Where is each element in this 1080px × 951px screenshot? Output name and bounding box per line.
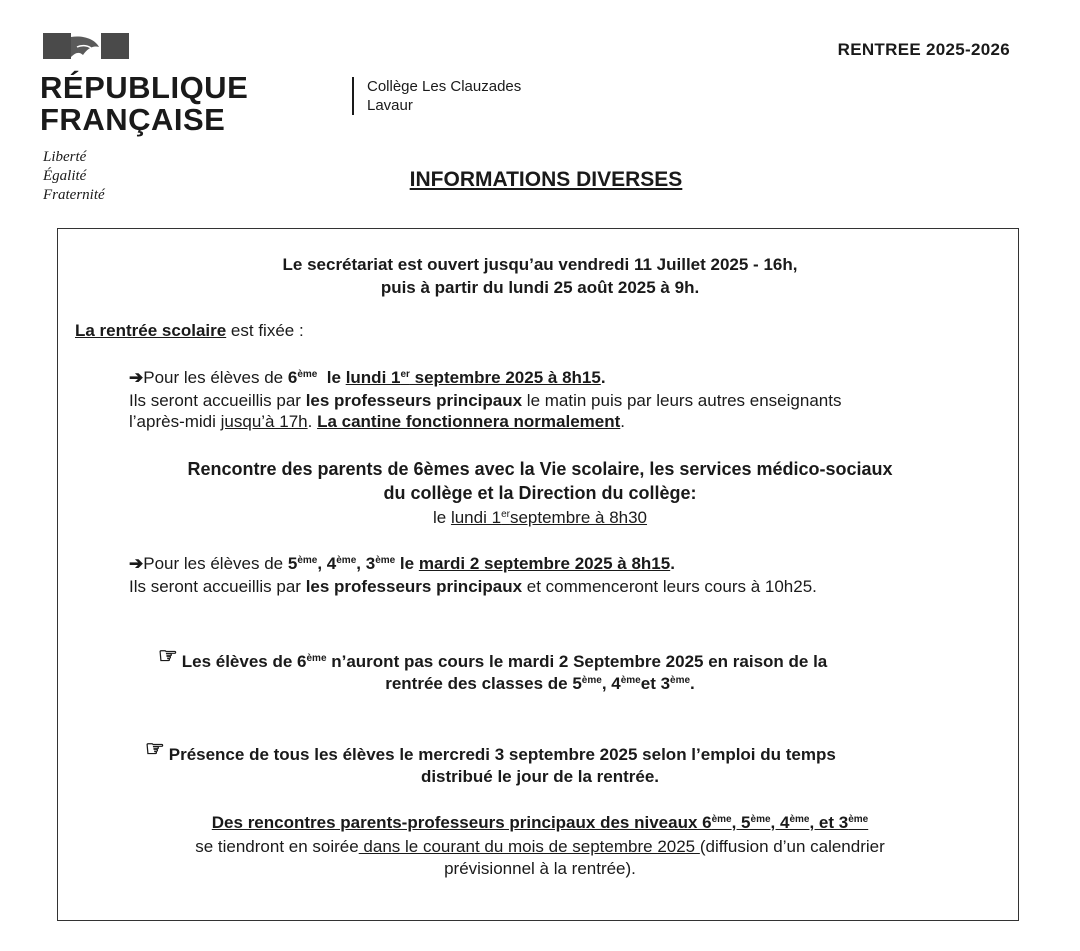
note1-line1: ☞ Les élèves de 6ème n’auront pas cours le mardi 2 Septembre 2025 en raison de la bbox=[158, 643, 828, 671]
parents-profs-line2: se tiendront en soirée dans le courant du mois de septembre 2025 (diffusion d’un calendrier bbox=[195, 837, 885, 856]
rencontre6-line2: du collège et la Direction du collège: bbox=[383, 483, 697, 503]
page-title: INFORMATIONS DIVERSES bbox=[409, 168, 683, 191]
sixieme-line3: l’après-midi jusqu’à 17h. La cantine fonctionnera normalement. bbox=[129, 412, 626, 431]
autres-line1: ➔Pour les élèves de 5ème, 4ème, 3ème le mardi 2 septembre 2025 à 8h15. bbox=[129, 554, 675, 573]
pointing-hand-icon: ☞ bbox=[158, 643, 178, 668]
pointing-hand-icon: ☞ bbox=[145, 736, 165, 761]
sixieme-line2: Ils seront accueillis par les professeurs principaux le matin puis par leurs autres enseignants bbox=[129, 391, 842, 410]
autres-line2: Ils seront accueillis par les professeurs principaux et commenceront leurs cours à 10h25. bbox=[129, 577, 817, 596]
parents-profs-line3: prévisionnel à la rentrée). bbox=[444, 859, 636, 878]
note2-line1: ☞ Présence de tous les élèves le mercredi 3 septembre 2025 selon l’emploi du temps bbox=[145, 736, 836, 764]
republique-francaise-wordmark: RÉPUBLIQUE FRANÇAISE bbox=[40, 70, 249, 137]
rencontre6-line3: le lundi 1erseptembre à 8h30 bbox=[432, 508, 648, 527]
parents-profs-line1: Des rencontres parents-professeurs principaux des niveaux 6ème, 5ème, 4ème, et 3ème bbox=[211, 813, 869, 832]
college-name: Collège Les Clauzades bbox=[367, 78, 522, 95]
college-block bbox=[352, 77, 521, 115]
rentree-label: RENTREE 2025-2026 bbox=[837, 40, 1010, 59]
secretariat-line2: puis à partir du lundi 25 août 2025 à 9h. bbox=[380, 278, 700, 297]
note2-line2: distribué le jour de la rentrée. bbox=[420, 767, 660, 786]
rentree-intro: La rentrée scolaire est fixée : bbox=[75, 321, 304, 340]
devise: Liberté Égalité Fraternité bbox=[43, 149, 105, 203]
secretariat-line1: Le secrétariat est ouvert jusqu’au vendredi 11 Juillet 2025 - 16h, bbox=[282, 255, 798, 274]
note1-line2: rentrée des classes de 5ème, 4èmeet 3ème. bbox=[385, 674, 695, 693]
college-city: Lavaur bbox=[367, 97, 413, 114]
sixieme-line1: ➔Pour les élèves de 6ème le lundi 1er septembre 2025 à 8h15. bbox=[129, 368, 606, 387]
rencontre6-line1: Rencontre des parents de 6èmes avec la Vie scolaire, les services médico-sociaux bbox=[187, 459, 893, 479]
marianne-logo-icon bbox=[43, 33, 129, 59]
